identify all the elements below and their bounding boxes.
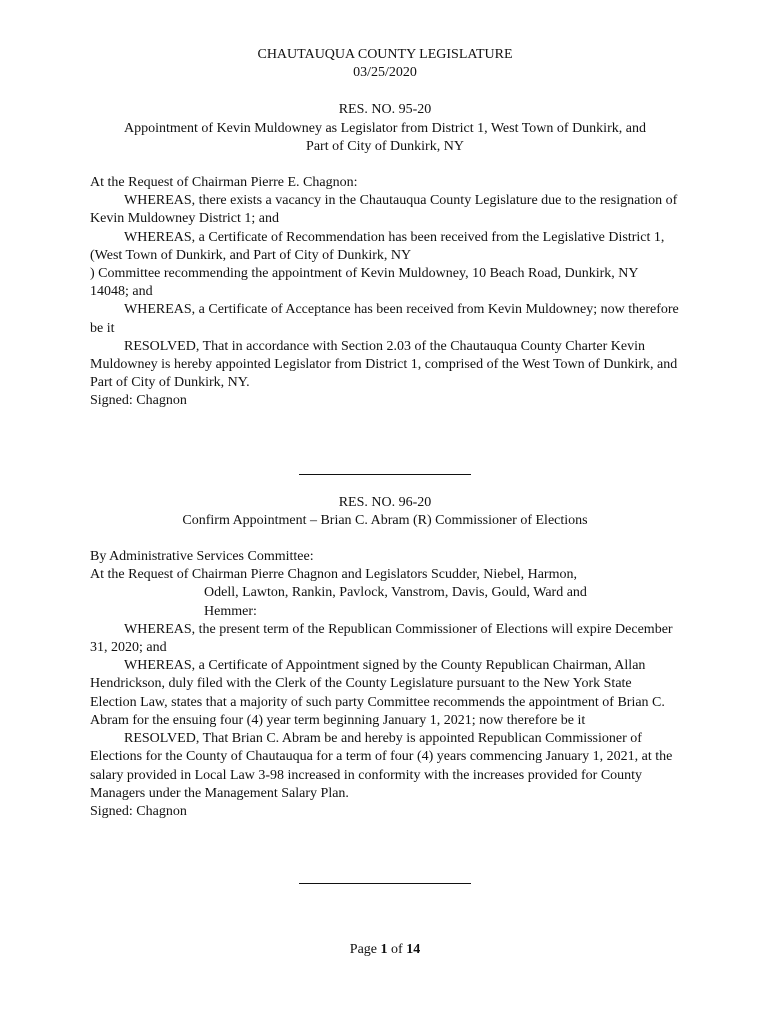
res2-requester-a: At the Request of Chairman Pierre Chagnon and Legislators Scudder, Niebel, Harmon, — [90, 567, 577, 583]
res2-whereas-1: WHEREAS, the present term of the Republican Commissioner of Elections will expire December 31, 2020; and — [90, 621, 673, 656]
org-title: CHAUTAUQUA COUNTY LEGISLATURE — [257, 47, 513, 62]
res1-title-line1: Appointment of Kevin Muldowney as Legislator from District 1, West Town of Dunkirk, and — [124, 120, 646, 136]
res1-title-line2: Part of City of Dunkirk, NY — [306, 138, 464, 154]
section-divider-2 — [299, 883, 471, 884]
res1-whereas-2a: WHEREAS, a Certificate of Recommendation has been received from the Legislative District 1, (West Town of Dunkirk, and Part of City of Dunkirk, NY — [90, 229, 665, 263]
res1-signed: Signed: Chagnon — [90, 393, 187, 409]
res1-requester: At the Request of Chairman Pierre E. Chagnon: — [90, 175, 358, 191]
document-date: 03/25/2020 — [353, 65, 417, 81]
of-word: of — [391, 942, 403, 957]
res2-requester-c: Hemmer: — [204, 603, 257, 619]
page-total: 14 — [406, 942, 421, 957]
document-body — [90, 46, 680, 884]
res2-title: Confirm Appointment – Brian C. Abram (R) Commissioner of Elections — [182, 512, 588, 528]
page-current: 1 — [380, 942, 388, 957]
res1-resolved: RESOLVED, That in accordance with Section 2.03 of the Chautauqua County Charter Kevin Muldowney is hereby appointed Legislator from District 1, comprised of the West Town of Dunkirk, and Part of City of Dunkirk, NY. — [90, 338, 678, 391]
res2-signed: Signed: Chagnon — [90, 803, 187, 819]
res1-whereas-1: WHEREAS, there exists a vacancy in the Chautauqua County Legislature due to the resignation of Kevin Muldowney District 1; and — [90, 193, 678, 227]
res2-resolved: RESOLVED, That Brian C. Abram be and hereby is appointed Republican Commissioner of Elections for the County of Chautauqua for a term of four (4) years commencing January 1, 2021, at the salary provided in Local Law 3-98 increased in conformity with the increases provided for County Managers under the Management Salary Plan. — [90, 731, 673, 801]
res2-committee: By Administrative Services Committee: — [90, 549, 314, 565]
res1-whereas-3: WHEREAS, a Certificate of Acceptance has been received from Kevin Muldowney; now therefore be it — [90, 302, 679, 336]
page-footer — [0, 942, 770, 958]
res2-requester-b: Odell, Lawton, Rankin, Pavlock, Vanstrom, Davis, Gould, Ward and — [204, 585, 587, 601]
res1-number: RES. NO. 95-20 — [338, 102, 432, 118]
page-word: Page — [349, 942, 378, 957]
res2-whereas-2: WHEREAS, a Certificate of Appointment signed by the County Republican Chairman, Allan Hendrickson, duly filed with the Clerk of the County Legislature pursuant to the New York State Election Law, states that a majority of such party Committee recommends the appointment of Brian C. Abram for the ensuing four (4) year term beginning January 1, 2021; now therefore be it — [90, 658, 665, 728]
res1-whereas-2b: ) Committee recommending the appointment of Kevin Muldowney, 10 Beach Road, Dunkirk, NY 14048; and — [90, 266, 638, 300]
res2-number: RES. NO. 96-20 — [338, 494, 432, 510]
